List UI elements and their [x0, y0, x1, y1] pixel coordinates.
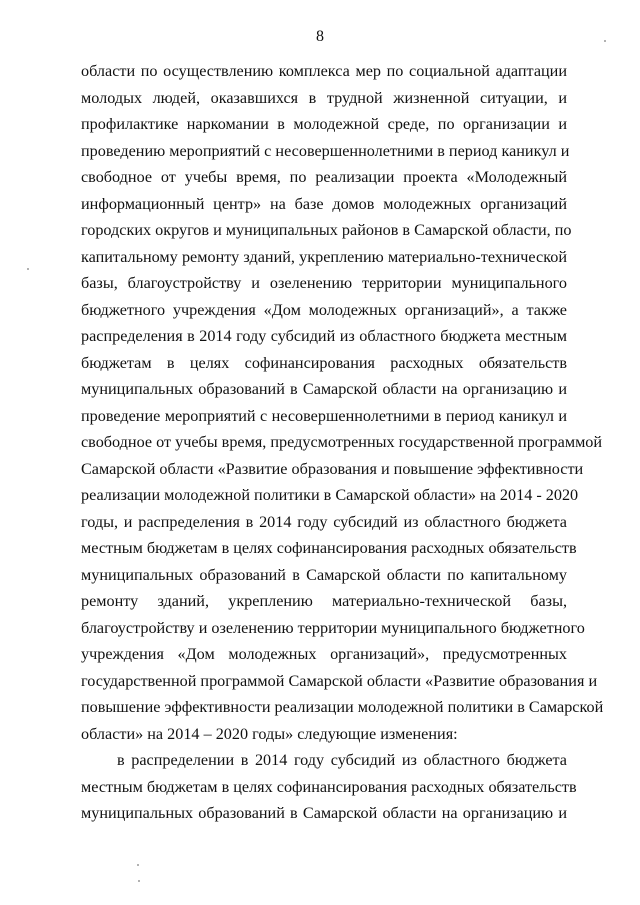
- scan-speck: [137, 864, 139, 866]
- page-number: 8: [316, 28, 324, 45]
- text-line: свободное от учебы время, предусмотренных государственной программой: [81, 433, 603, 451]
- text-line: муниципальных образований в Самарской области на организацию и: [81, 380, 567, 398]
- text-line: капитальному ремонту зданий, укреплению материально-технической: [81, 247, 567, 266]
- text-line: молодых людей, оказавшихся в трудной жизненной ситуации, и: [81, 88, 567, 107]
- text-line: информационный центр» на базе домов молодежных организаций: [81, 194, 567, 213]
- document-body: [81, 58, 604, 827]
- text-line: бюджетам в целях софинансирования расходных обязательств: [81, 353, 567, 372]
- scan-speck: [27, 268, 29, 270]
- text-line: государственной программой Самарской области «Развитие образования и: [81, 671, 598, 690]
- scan-speck: [604, 40, 606, 42]
- text-line: муниципальных образований в Самарской области на организацию и: [81, 804, 567, 822]
- text-line: проведение мероприятий с несовершеннолетними в период каникул и: [81, 406, 567, 425]
- text-line: распределения в 2014 году субсидий из областного бюджета местным: [81, 327, 567, 345]
- scan-speck: [138, 880, 140, 882]
- text-line: проведению мероприятий с несовершеннолетними в период каникул и: [81, 141, 570, 160]
- text-line: учреждения «Дом молодежных организаций», предусмотренных: [81, 645, 567, 663]
- text-line: Самарской области «Развитие образования и повышение эффективности: [81, 459, 584, 478]
- text-line: реализации молодежной политики в Самарской области» на 2014 - 2020: [81, 486, 579, 504]
- text-line: местным бюджетам в целях софинансирования расходных обязательств: [81, 539, 577, 557]
- text-line: области по осуществлению комплекса мер по социальной адаптации: [81, 62, 567, 80]
- text-line: годы, и распределения в 2014 году субсидий из областного бюджета: [81, 512, 567, 531]
- text-line: свободное от учебы время, по реализации проекта «Молодежный: [81, 168, 567, 186]
- text-line: в распределении в 2014 году субсидий из областного бюджета: [117, 751, 567, 769]
- paragraph-1: [81, 58, 604, 747]
- text-line: бюджетного учреждения «Дом молодежных организаций», а также: [81, 300, 567, 319]
- text-line: области» на 2014 – 2020 годы» следующие изменения:: [81, 724, 458, 743]
- text-line: ремонту зданий, укреплению материально-технической базы,: [81, 592, 567, 610]
- text-line: муниципальных образований в Самарской области по капитальному: [81, 565, 567, 584]
- paragraph-2: [81, 747, 577, 827]
- text-line: профилактике наркомании в молодежной среде, по организации и: [81, 115, 567, 133]
- text-line: городских округов и муниципальных районов в Самарской области, по: [81, 221, 572, 239]
- text-line: местным бюджетам в целях софинансирования расходных обязательств: [81, 777, 577, 796]
- text-line: базы, благоустройству и озеленению территории муниципального: [81, 274, 567, 292]
- text-line: благоустройству и озеленению территории муниципального бюджетного: [81, 618, 585, 637]
- text-line: повышение эффективности реализации молодежной политики в Самарской: [81, 698, 604, 716]
